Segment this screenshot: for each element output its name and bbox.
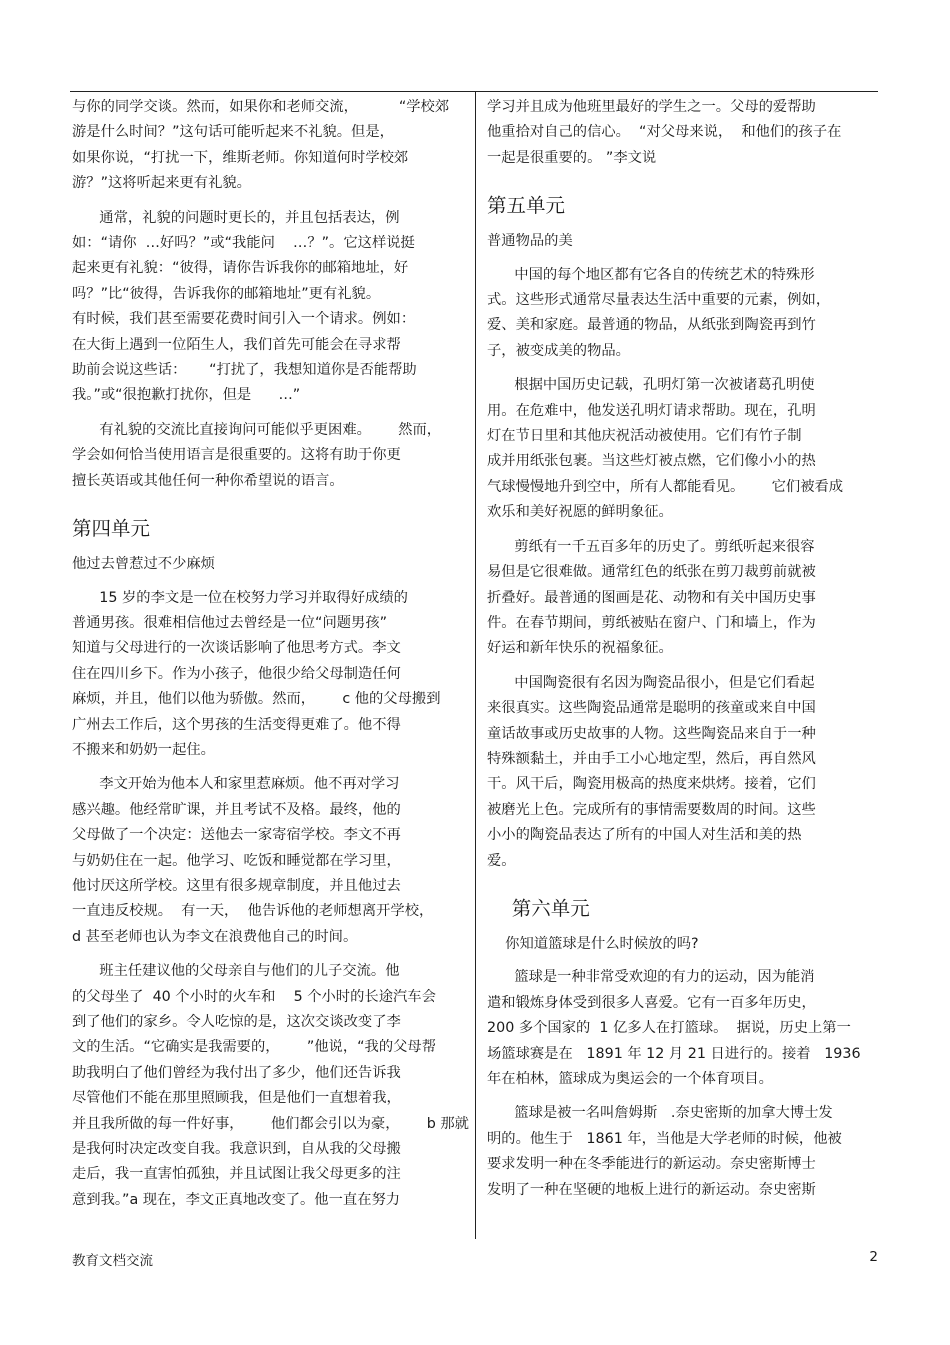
left-column [72,95,469,1213]
text-line: 意到我。”a 现在，李文正真地改变了。他一直在努力 [72,1191,401,1208]
text-line: 来很真实。这些陶瓷品通常是聪明的孩童或来自中国 [487,700,816,717]
text-line: 游是什么时间？”这句话可能听起来不礼貌。但是， [72,124,394,141]
text-line: 助前会说这些话： “打扰了，我想知道你是否能帮助 [72,362,417,379]
text-line: 如果你说，“打扰一下，维斯老师。你知道何时学校郊 [72,149,409,166]
top-rule [70,91,878,92]
text-line: 特殊额黏土，并由手工小心地定型，然后，再自然风 [487,750,816,767]
text-line: 气球慢慢地升到空中，所有人都能看见。 它们被看成 [487,478,844,495]
text-line: 文的生活。“它确实是我需要的， ”他说，“我的父母帮 [72,1039,437,1056]
unit-6-subtitle: 你知道篮球是什么时候放的吗? [487,935,699,952]
text-line: 中国陶瓷很有名因为陶瓷品很小，但是它们看起 [487,674,815,691]
text-line: 不搬来和奶奶一起住。 [72,741,215,758]
text-line: 尽管他们不能在那里照顾我，但是他们一直想着我， [72,1090,401,1107]
text-line: 他重拾对自己的信心。 “对父母来说， 和他们的孩子在 [487,124,842,141]
text-line: 李文开始为他本人和家里惹麻烦。他不再对学习 [72,776,400,793]
text-line: 成并用纸张包裹。当这些灯被点燃，它们像小小的热 [487,453,816,470]
text-line: 爱。 [487,852,516,869]
paragraph [487,263,879,365]
text-line: 班主任建议他的父母亲自与他们的儿子交流。他 [72,963,400,980]
text-line: 童话故事或历史故事的人物。这些陶瓷品来自于一种 [487,725,816,742]
text-line: 麻烦，并且，他们以他为骄傲。然而， c 他的父母搬到 [72,691,441,708]
text-line: 游？”这将听起来更有礼貌。 [72,175,251,192]
text-line: 中国的每个地区都有它各自的传统艺术的特殊形 [487,266,815,283]
text-line: 广州去工作后，这个男孩的生活变得更难了。他不得 [72,716,401,733]
text-line: 父母做了一个决定：送他去一家寄宿学校。李文不再 [72,827,401,844]
text-line: 通常，礼貌的问题时更长的，并且包括表达，例 [72,209,400,226]
text-line: 件。在春节期间，剪纸被贴在窗户、门和墙上，作为 [487,614,816,631]
text-line: 到了他们的家乡。令人吃惊的是，这次交谈改变了李 [72,1014,401,1030]
column-divider [475,91,476,1239]
text-line: 擅长英语或其他任何一种你希望说的语言。 [72,472,344,489]
text-line: 遣和锻炼身体受到很多人喜爱。它有一百多年历史， [487,994,816,1011]
text-line: 篮球是被一名叫詹姆斯 .奈史密斯的加拿大博士发 [487,1105,833,1122]
paragraph [72,418,464,494]
text-line: 200 多个国家的 1 亿多人在打篮球。 据说，历史上第一 [487,1020,851,1037]
text-line: 式。这些形式通常尽量表达生活中重要的元素，例如， [487,292,831,309]
paragraph [487,965,879,1092]
text-line: 15 岁的李文是一位在校努力学习并取得好成绩的 [72,589,408,606]
text-line: 有礼貌的交流比直接询问可能似乎更困难。 然而， [72,421,442,438]
text-line: 剪纸有一千五百多年的历史了。剪纸听起来很容 [487,538,815,555]
text-line: 子，被变成美的物品。 [487,342,630,359]
text-line: 干。风干后，陶瓷用极高的热度来烘烤。接着，它们 [487,776,816,793]
text-line: 他讨厌这所学校。这里有很多规章制度，并且他过去 [72,877,401,894]
text-line: 折叠好。最普通的图画是花、动物和有关中国历史事 [487,589,816,606]
text-line: 在大街上遇到一位陌生人，我们首先可能会在寻求帮 [72,336,401,353]
paragraph [487,671,879,874]
paragraph [72,772,464,950]
paragraph [72,959,469,1213]
text-line: 易但是它很难做。通常红色的纸张在剪刀裁剪前就被 [487,564,816,581]
paragraph [487,373,879,525]
unit-5-heading: 第五单元 [487,194,566,218]
text-line: 与你的同学交谈。然而，如果你和老师交流， “学校郊 [72,99,450,115]
text-line: 的父母坐了 40 个小时的火车和 5 个小时的长途汽车会 [72,988,436,1005]
text-line: 起来更有礼貌：“彼得，请你告诉我你的邮箱地址，好 [72,260,409,277]
text-line: 爱、美和家庭。最普通的物品，从纸张到陶瓷再到竹 [487,317,816,334]
text-line: 感兴趣。他经常旷课，并且考试不及格。最终，他的 [72,801,401,818]
text-line: 明的。他生于 1861 年，当他是大学老师的时候，他被 [487,1130,842,1147]
text-line: 有时候，我们甚至需要花费时间引入一个请求。例如： [72,311,416,328]
paragraph [487,535,879,662]
text-line: 并且我所做的每一件好事， 他们都会引以为豪， b 那就 [72,1115,469,1132]
paragraph [72,95,464,197]
text-line: 小小的陶瓷品表达了所有的中国人对生活和美的热 [487,827,802,844]
text-line: 发明了一种在坚硬的地板上进行的新运动。奈史密斯 [487,1181,816,1198]
page-number: 2 [869,1249,878,1265]
footer-label: 教育文档交流 [72,1253,153,1269]
text-line: 好运和新年快乐的祝福象征。 [487,640,673,657]
text-line: 一直违反校规。 有一天， 他告诉他的老师想离开学校， [72,903,434,920]
text-line: 篮球是一种非常受欢迎的有力的运动，因为能消 [487,969,815,986]
text-line: 年在柏林，篮球成为奥运会的一个体育项目。 [487,1071,773,1087]
unit-6-heading: 第六单元 [487,896,590,920]
text-line: 被磨光上色。完成所有的事情需要数周的时间。这些 [487,801,816,818]
paragraph [487,95,879,171]
paragraph [72,586,464,764]
text-line: d 甚至老师也认为李文在浪费他自己的时间。 [72,928,358,945]
text-line: 学习并且成为他班里最好的学生之一。父母的爱帮助 [487,99,816,115]
unit-4-subtitle: 他过去曾惹过不少麻烦 [72,556,215,573]
text-line: 普通男孩。很难相信他过去曾经是一位“问题男孩” [72,614,388,631]
text-line: 走后，我一直害怕孤独，并且试图让我父母更多的注 [72,1166,401,1183]
text-line: 助我明白了他们曾经为我付出了多少，他们还告诉我 [72,1064,401,1081]
text-line: 学会如何恰当使用语言是很重要的。这将有助于你更 [72,447,401,464]
paragraph [487,1101,879,1203]
right-column [487,95,879,1203]
text-line: 要求发明一种在冬季能进行的新运动。奈史密斯博士 [487,1156,816,1173]
text-line: 与奶奶住在一起。他学习、吃饭和睡觉都在学习里， [72,852,401,869]
text-line: 我。”或“很抱歉打扰你，但是 …” [72,387,301,404]
text-line: 吗？”比“彼得，告诉我你的邮箱地址”更有礼貌。 [72,285,381,302]
text-line: 欢乐和美好祝愿的鲜明象征。 [487,504,673,521]
text-line: 是我何时决定改变自我。我意识到，自从我的父母搬 [72,1141,401,1158]
unit-5-subtitle: 普通物品的美 [487,233,573,250]
text-line: 用。在危难中，他发送孔明灯请求帮助。现在，孔明 [487,402,816,419]
text-line: 如：“请你 …好吗？”或“我能问 …？”。它这样说挺 [72,235,415,252]
text-line: 场篮球赛是在 1891 年 12 月 21 日进行的。接着 1936 [487,1045,861,1062]
text-line: 知道与父母进行的一次谈话影响了他思考方式。李文 [72,640,401,657]
text-line: 根据中国历史记载，孔明灯第一次被诸葛孔明使 [487,377,815,394]
unit-4-heading: 第四单元 [72,517,151,541]
text-line: 一起是很重要的。 ”李文说 [487,149,657,166]
text-line: 灯在节日里和其他庆祝活动被使用。它们有竹子制 [487,428,802,445]
text-line: 住在四川乡下。作为小孩子，他很少给父母制造任何 [72,665,401,682]
paragraph [72,206,464,409]
